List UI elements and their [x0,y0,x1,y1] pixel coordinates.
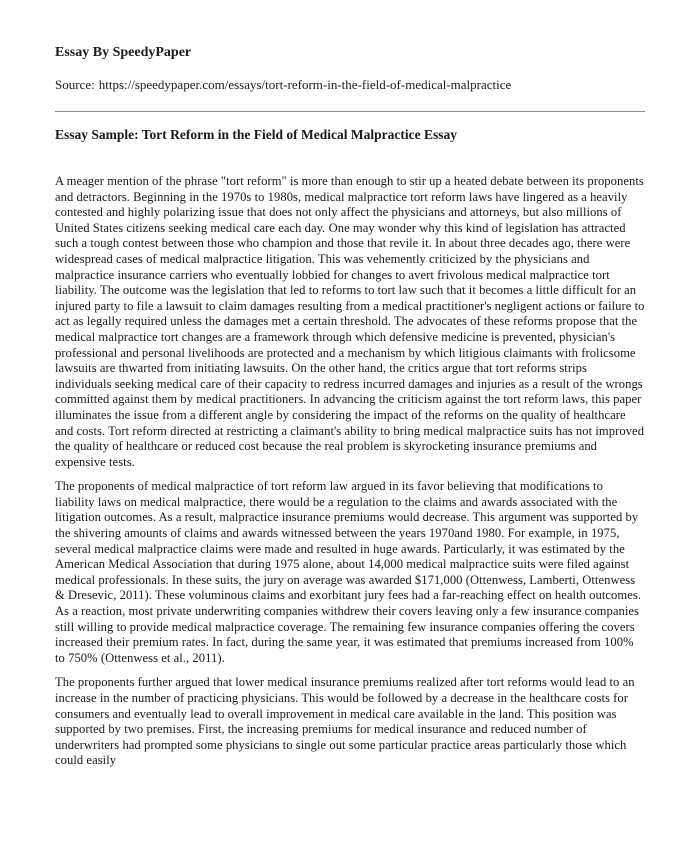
brand-heading: Essay By SpeedyPaper [55,45,192,60]
essay-paragraph-3: The proponents further argued that lower medical insurance premiums realized after tort reforms would lead to an increase in the number of practicing physicians. This would be followed by a decrease in the healthcare costs for consumers and eventually lead to overall improvement in medical care available in the land. This position was supported by two premises. First, the increasing premiums for medical insurance and reduced number of underwriters had prompted some physicians to single out some particular practice areas particularly those which could easily [55,675,635,768]
source-line [55,76,645,93]
essay-paragraph-1: A meager mention of the phrase "tort reform" is more than enough to stir up a heated debate between its proponents and detractors. Beginning in the 1970s to 1980s, medical malpractice tort reform laws have lingered as a heavily contested and highly polarizing issue that does not only affect the physicians and attorneys, but also millions of United States citizens seeking medical care each day. One may wonder why this kind of legislation has attracted such a tough contest between those who champion and those that revile it. In about three decades ago, there were widespread cases of medical malpractice litigation. This was vehemently criticized by the physicians and malpractice insurance carriers who eventually lobbied for changes to avert frivolous medical malpractice tort liability. The outcome was the legislation that led to reforms to tort law such that it becomes a little difficult for an injured party to file a lawsuit to claim damages resulting from a medical practitioner's negligent actions or failure to act as legally required unless the damages met a certain threshold. The advocates of these reforms propose that the medical malpractice tort changes are a framework through which defensive medicine is prevented, physician's professional and personal livelihoods are protected and a mechanism by which litigious claimants with frolicsome lawsuits are thwarted from initiating lawsuits. On the other hand, the critics argue that tort reforms strips individuals seeking medical care of their capacity to redress incurred damages and injuries as a result of the wrongs committed against them by medical practitioners. In advancing the criticism against the tort reform laws, this paper illuminates the issue from a different angle by considering the impact of the reforms on the quality of healthcare and costs. Tort reform directed at restricting a claimant's ability to bring medical malpractice suits has not improved the quality of healthcare or reduced cost because the real problem is skyrocketing insurance premiums and expensive tests. [55,174,645,469]
header-divider [55,111,645,112]
essay-title: Essay Sample: Tort Reform in the Field of Medical Malpractice Essay [55,127,457,142]
source-label: Source: [55,77,95,92]
essay-paragraph-2: The proponents of medical malpractice of tort reform law argued in its favor believing that modifications to liability laws on medical malpractice, there would be a regulation to the claims and awards associated with the litigation outcomes. As a result, malpractice insurance premiums would decrease. This argument was supported by the shivering amounts of claims and awards witnessed between the years 1970and 1980. For example, in 1975, several medical malpractice claims were made and resulted in huge awards. Particularly, it was estimated by the American Medical Association that during 1975 alone, about 14,000 medical malpractice suits were filed against medical professionals. In these suits, the jury on average was awarded $171,000 (Ottenwess, Lamberti, Ottenwess & Dresevic, 2011). These voluminous claims and exorbitant jury fees had a far-reaching effect on health outcomes. As a reaction, most private underwriting companies withdrew their covers leaving only a few insurance companies still willing to provide medical malpractice coverage. The remaining few insurance companies offering the covers increased their premium rates. In fact, during the same year, it was estimated that premiums increased from 100% to 750% (Ottenwess et al., 2011). [55,479,642,665]
source-url[interactable]: https://speedypaper.com/essays/tort-reform-in-the-field-of-medical-malpractice [98,77,512,92]
